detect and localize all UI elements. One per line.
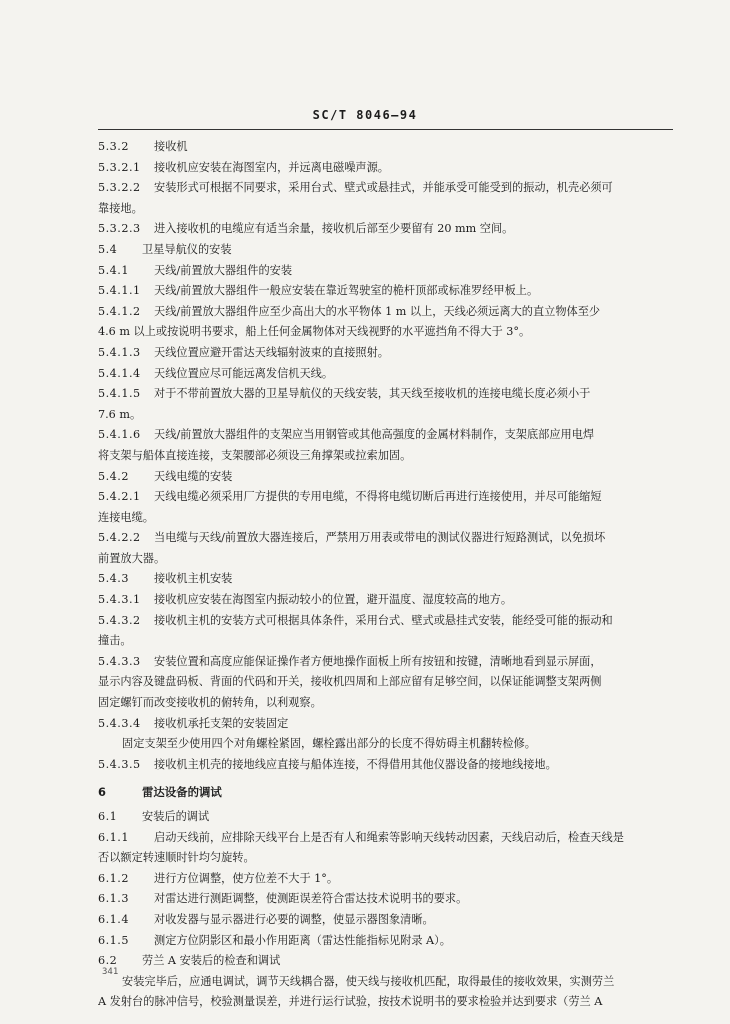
text-line xyxy=(98,828,678,849)
clause-number: 5.3.2.1 xyxy=(98,160,141,174)
clause-text: 启动天线前，应排除天线平台上是否有人和绳索等影响天线转动因素，天线启动后，检查天线是 xyxy=(154,830,624,844)
clause-text: 接收机 xyxy=(154,140,188,153)
text-line xyxy=(98,869,678,890)
clause-text: 雷达设备的调试 xyxy=(142,785,222,800)
clause-text: 对雷达进行测距调整，使测距误差符合雷达技术说明书的要求。 xyxy=(154,892,468,906)
clause-text: 天线电缆必须采用厂方提供的专用电缆，不得将电缆切断后再进行连接使用，并尽可能缩短 xyxy=(154,490,602,504)
clause-number: 5.3.2.2 xyxy=(98,181,141,195)
clause-number: 6.1 xyxy=(98,810,118,823)
text-line xyxy=(98,569,678,590)
clause-number: 5.4.3.2 xyxy=(98,613,141,627)
clause-text: 前置放大器。 xyxy=(98,551,166,565)
text-line xyxy=(98,322,678,343)
clause-number: 5.4.1.3 xyxy=(98,345,141,359)
text-line xyxy=(98,219,678,240)
text-line xyxy=(98,951,678,972)
clause-number: 6.1.3 xyxy=(98,892,129,906)
clause-number: 5.4.1.1 xyxy=(98,284,141,298)
text-line xyxy=(98,672,678,693)
clause-number: 5.4.2 xyxy=(98,469,129,483)
clause-number: 6 xyxy=(98,785,107,800)
document-body xyxy=(98,137,678,1013)
clause-number: 6.1.1 xyxy=(98,830,129,844)
text-line xyxy=(98,714,678,735)
text-line xyxy=(98,364,678,385)
text-line xyxy=(98,693,678,714)
clause-number: 5.4 xyxy=(98,242,118,256)
clause-text: 进行方位调整，使方位差不大于 1°。 xyxy=(154,871,339,885)
text-line xyxy=(98,302,678,323)
clause-number: 5.4.1 xyxy=(98,263,129,277)
clause-number: 5.4.1.2 xyxy=(98,304,141,318)
clause-text: 安装位置和高度应能保证操作者方便地操作面板上所有按钮和按键，清晰地看到显示屏面， xyxy=(154,654,602,668)
clause-text: 进入接收机的电缆应有适当余量，接收机后部至少要留有 20 mm 空间。 xyxy=(154,222,514,236)
clause-text: 连接电缆。 xyxy=(98,510,154,524)
text-line xyxy=(98,137,678,158)
text-line xyxy=(98,240,678,261)
clause-text: 安装完毕后，应通电调试，调节天线耦合器，使天线与接收机匹配，取得最佳的接收效果，实测劳兰 xyxy=(122,974,615,988)
clause-text: 安装形式可根据不同要求，采用台式、壁式或悬挂式，并能承受可能受到的振动，机壳必须可 xyxy=(154,181,613,195)
text-line xyxy=(98,281,678,302)
standard-code-header: SC/T 8046—94 xyxy=(312,108,418,122)
page-number: 341 xyxy=(102,967,119,977)
clause-text: 测定方位阴影区和最小作用距离（雷达性能指标见附录 A）。 xyxy=(154,933,451,947)
section-heading xyxy=(98,782,678,803)
text-line xyxy=(98,384,678,405)
text-line xyxy=(98,992,678,1013)
text-line xyxy=(98,549,678,570)
header-rule xyxy=(98,129,673,130)
text-line xyxy=(98,528,678,549)
clause-text: 否以额定转速顺时针均匀旋转。 xyxy=(98,851,255,865)
clause-text: 固定支架至少使用四个对角螺栓紧固，螺栓露出部分的长度不得妨碍主机翻转检修。 xyxy=(122,737,536,751)
text-line xyxy=(98,158,678,179)
clause-text: 接收机主机安装 xyxy=(154,572,233,586)
clause-text: 对收发器与显示器进行必要的调整，使显示器图象清晰。 xyxy=(154,912,434,926)
text-line xyxy=(98,931,678,952)
text-line xyxy=(98,848,678,869)
clause-number: 5.4.3.1 xyxy=(98,593,141,607)
clause-text: 显示内容及键盘码板、背面的代码和开关，接收机四周和上部应留有足够空间，以保证能调整支架两侧 xyxy=(98,675,602,689)
clause-text: 固定螺钉而改变接收机的俯转角，以利观察。 xyxy=(98,696,322,710)
text-line xyxy=(98,405,678,426)
text-line xyxy=(98,487,678,508)
clause-number: 6.2 xyxy=(98,954,118,968)
clause-text: 7.6 m。 xyxy=(98,407,142,421)
clause-text: 天线/前置放大器组件的安装 xyxy=(154,263,293,277)
clause-number: 5.4.2.2 xyxy=(98,531,141,545)
clause-text: 4.6 m 以上或按说明书要求，船上任何金属物体对天线视野的水平遮挡角不得大于 3°。 xyxy=(98,325,531,339)
clause-number: 5.4.3 xyxy=(98,572,129,586)
clause-text: 靠接地。 xyxy=(98,201,143,215)
clause-text: 天线/前置放大器组件的支架应当用钢管或其他高强度的金属材料制作，支架底部应用电焊 xyxy=(154,428,595,442)
clause-text: 接收机应安装在海图室内振动较小的位置，避开温度、湿度较高的地方。 xyxy=(154,593,513,607)
text-line xyxy=(98,755,678,776)
text-line xyxy=(98,807,678,828)
clause-text: 对于不带前置放大器的卫星导航仪的天线安装，其天线至接收机的连接电缆长度必须小于 xyxy=(154,387,591,401)
clause-number: 5.4.1.4 xyxy=(98,366,141,380)
text-line xyxy=(98,343,678,364)
text-line xyxy=(98,734,678,755)
clause-text: 安装后的调试 xyxy=(142,810,210,823)
clause-text: 当电缆与天线/前置放大器连接后，严禁用万用表或带电的测试仪器进行短路测试，以免损坏 xyxy=(154,531,606,545)
clause-number: 6.1.2 xyxy=(98,871,129,885)
text-line xyxy=(98,199,678,220)
clause-text: 卫星导航仪的安装 xyxy=(142,242,232,256)
clause-text: A 发射台的脉冲信号，校验测量误差，并进行运行试验，按技术说明书的要求检验并达到要求（劳兰 A xyxy=(98,995,603,1009)
clause-text: 接收机主机壳的接地线应直接与船体连接，不得借用其他仪器设备的接地线接地。 xyxy=(154,757,557,771)
clause-number: 5.4.3.5 xyxy=(98,757,141,771)
clause-text: 天线/前置放大器组件一般应安装在靠近驾驶室的桅杆顶部或标准罗经甲板上。 xyxy=(154,284,539,298)
clause-text: 天线位置应尽可能远离发信机天线。 xyxy=(154,366,334,380)
clause-text: 天线电缆的安装 xyxy=(154,469,233,483)
clause-text: 接收机承托支架的安装固定 xyxy=(154,716,289,730)
clause-number: 5.3.2.3 xyxy=(98,222,141,236)
text-line xyxy=(98,425,678,446)
clause-number: 6.1.4 xyxy=(98,912,129,926)
clause-number: 5.4.3.3 xyxy=(98,654,141,668)
text-line xyxy=(98,261,678,282)
clause-text: 接收机主机的安装方式可根据具体条件，采用台式、壁式或悬挂式安装，能经受可能的振动和 xyxy=(154,613,613,627)
clause-text: 撞击。 xyxy=(98,634,132,648)
text-line xyxy=(98,910,678,931)
text-line xyxy=(98,631,678,652)
clause-number: 5.3.2 xyxy=(98,140,129,153)
text-line xyxy=(98,590,678,611)
clause-number: 5.4.3.4 xyxy=(98,716,141,730)
clause-number: 6.1.5 xyxy=(98,933,129,947)
clause-number: 5.4.1.5 xyxy=(98,387,141,401)
text-line xyxy=(98,611,678,632)
text-line xyxy=(98,508,678,529)
clause-text: 劳兰 A 安装后的检查和调试 xyxy=(142,954,281,968)
text-line xyxy=(98,652,678,673)
text-line xyxy=(98,178,678,199)
clause-text: 将支架与船体直接连接，支架腰部必须设三角撑架或拉索加固。 xyxy=(98,448,412,462)
text-line xyxy=(98,889,678,910)
clause-number: 5.4.1.6 xyxy=(98,428,141,442)
clause-text: 接收机应安装在海图室内，并远离电磁噪声源。 xyxy=(154,160,389,174)
clause-text: 天线位置应避开雷达天线辐射波束的直接照射。 xyxy=(154,345,389,359)
clause-number: 5.4.2.1 xyxy=(98,490,141,504)
text-line xyxy=(98,446,678,467)
text-line xyxy=(98,972,678,993)
clause-text: 天线/前置放大器组件应至少高出大的水平物体 1 m 以上，天线必须远离大的直立物体至少 xyxy=(154,304,601,318)
text-line xyxy=(98,467,678,488)
